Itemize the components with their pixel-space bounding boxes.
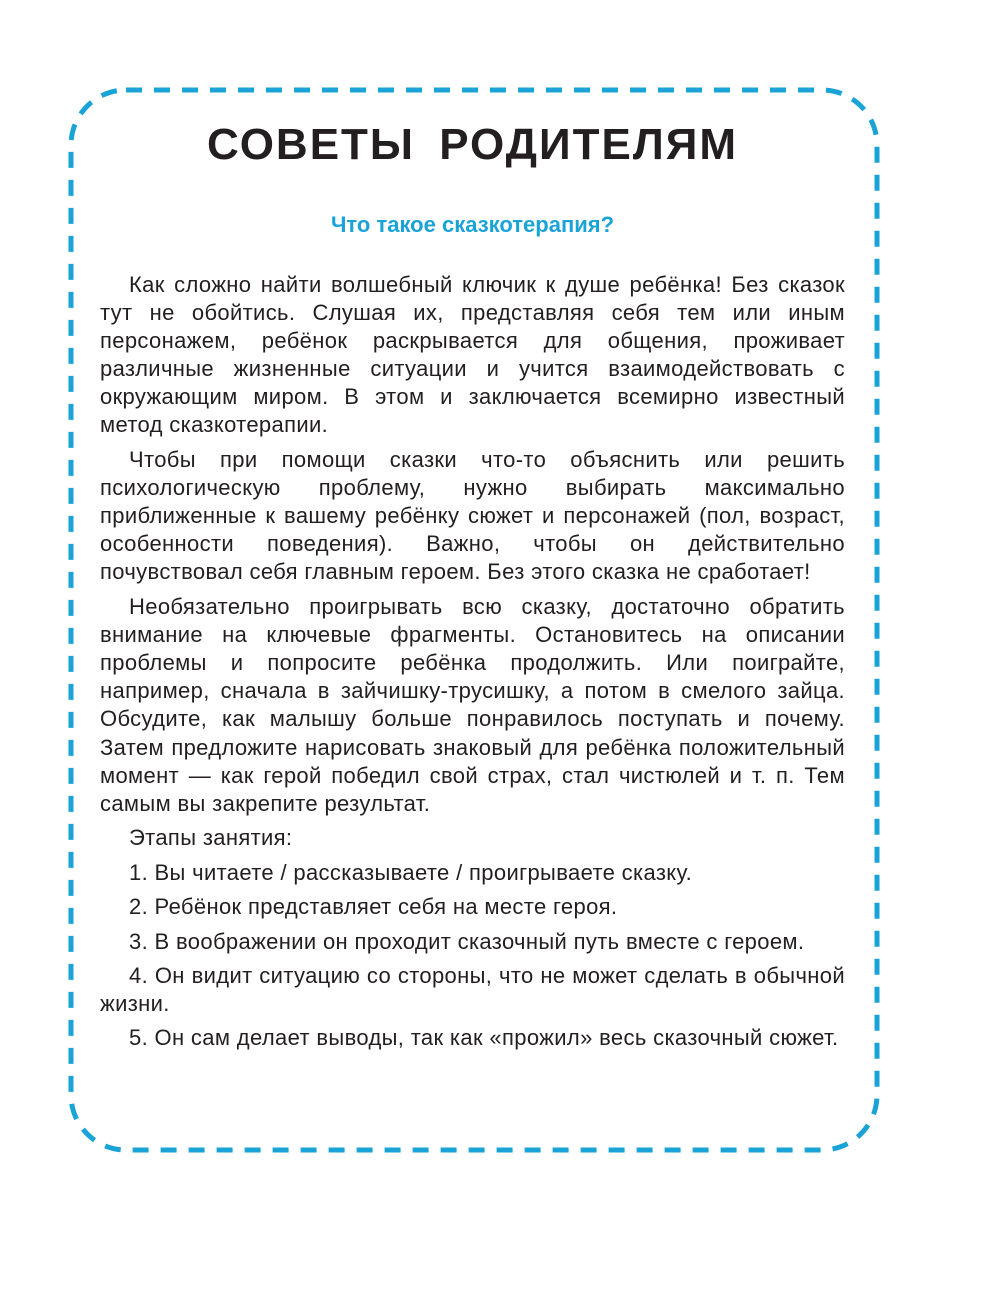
parent-tips-card <box>100 110 845 1058</box>
section-subtitle: Что такое сказкотерапия? <box>330 212 615 237</box>
stage-item: 5. Он сам делает выводы, так как «прожил» весь сказочный сюжет. <box>129 1024 839 1050</box>
stage-item: 3. В воображении он проходит сказочный путь вместе с героем. <box>129 928 805 954</box>
paragraph-choosing-story: Чтобы при помощи сказки что-то объяснить или решить психологическую проблему, нужно выбирать максимально приближенные к вашему ребёнку сюжет и персонажей (пол, возраст, особенности поведения). Важно, чтобы он действительно почувствовал себя главным героем. Без этого сказка не сработает! <box>100 447 845 585</box>
stage-item: 1. Вы читаете / рассказываете / проигрываете сказку. <box>129 860 693 886</box>
page-title: СОВЕТЫ РОДИТЕЛЯМ <box>207 120 738 169</box>
paragraph-key-fragments: Необязательно проигрывать всю сказку, достаточно обратить внимание на ключевые фрагменты. Остановитесь на описании проблемы и попросите ребёнка продолжить. Или поиграйте, например, сначала в зайчишку-трусишку, а потом в смелого зайца. Обсудите, как малышу больше понравилось поступать и почему. Затем предложите нарисовать знаковый для ребёнка положительный момент — как герой победил свой страх, стал чистюлей и т. п. Тем самым вы закрепите результат. <box>100 594 845 816</box>
stage-item: 4. Он видит ситуацию со стороны, что не может сделать в обычной жизни. <box>100 962 845 1016</box>
stage-item: 2. Ребёнок представляет себя на месте героя. <box>129 894 618 920</box>
article-body <box>100 271 845 1052</box>
stages-label: Этапы занятия: <box>129 825 293 851</box>
paragraph-intro: Как сложно найти волшебный ключик к душе ребёнка! Без сказок тут не обойтись. Слушая их, представляя себя тем или иным персонажем, ребёнок раскрывается для общения, проживает различные жизненные ситуации и учится взаимодействовать с окружающим миром. В этом и заключается всемирно известный метод сказкотерапии. <box>100 272 845 438</box>
